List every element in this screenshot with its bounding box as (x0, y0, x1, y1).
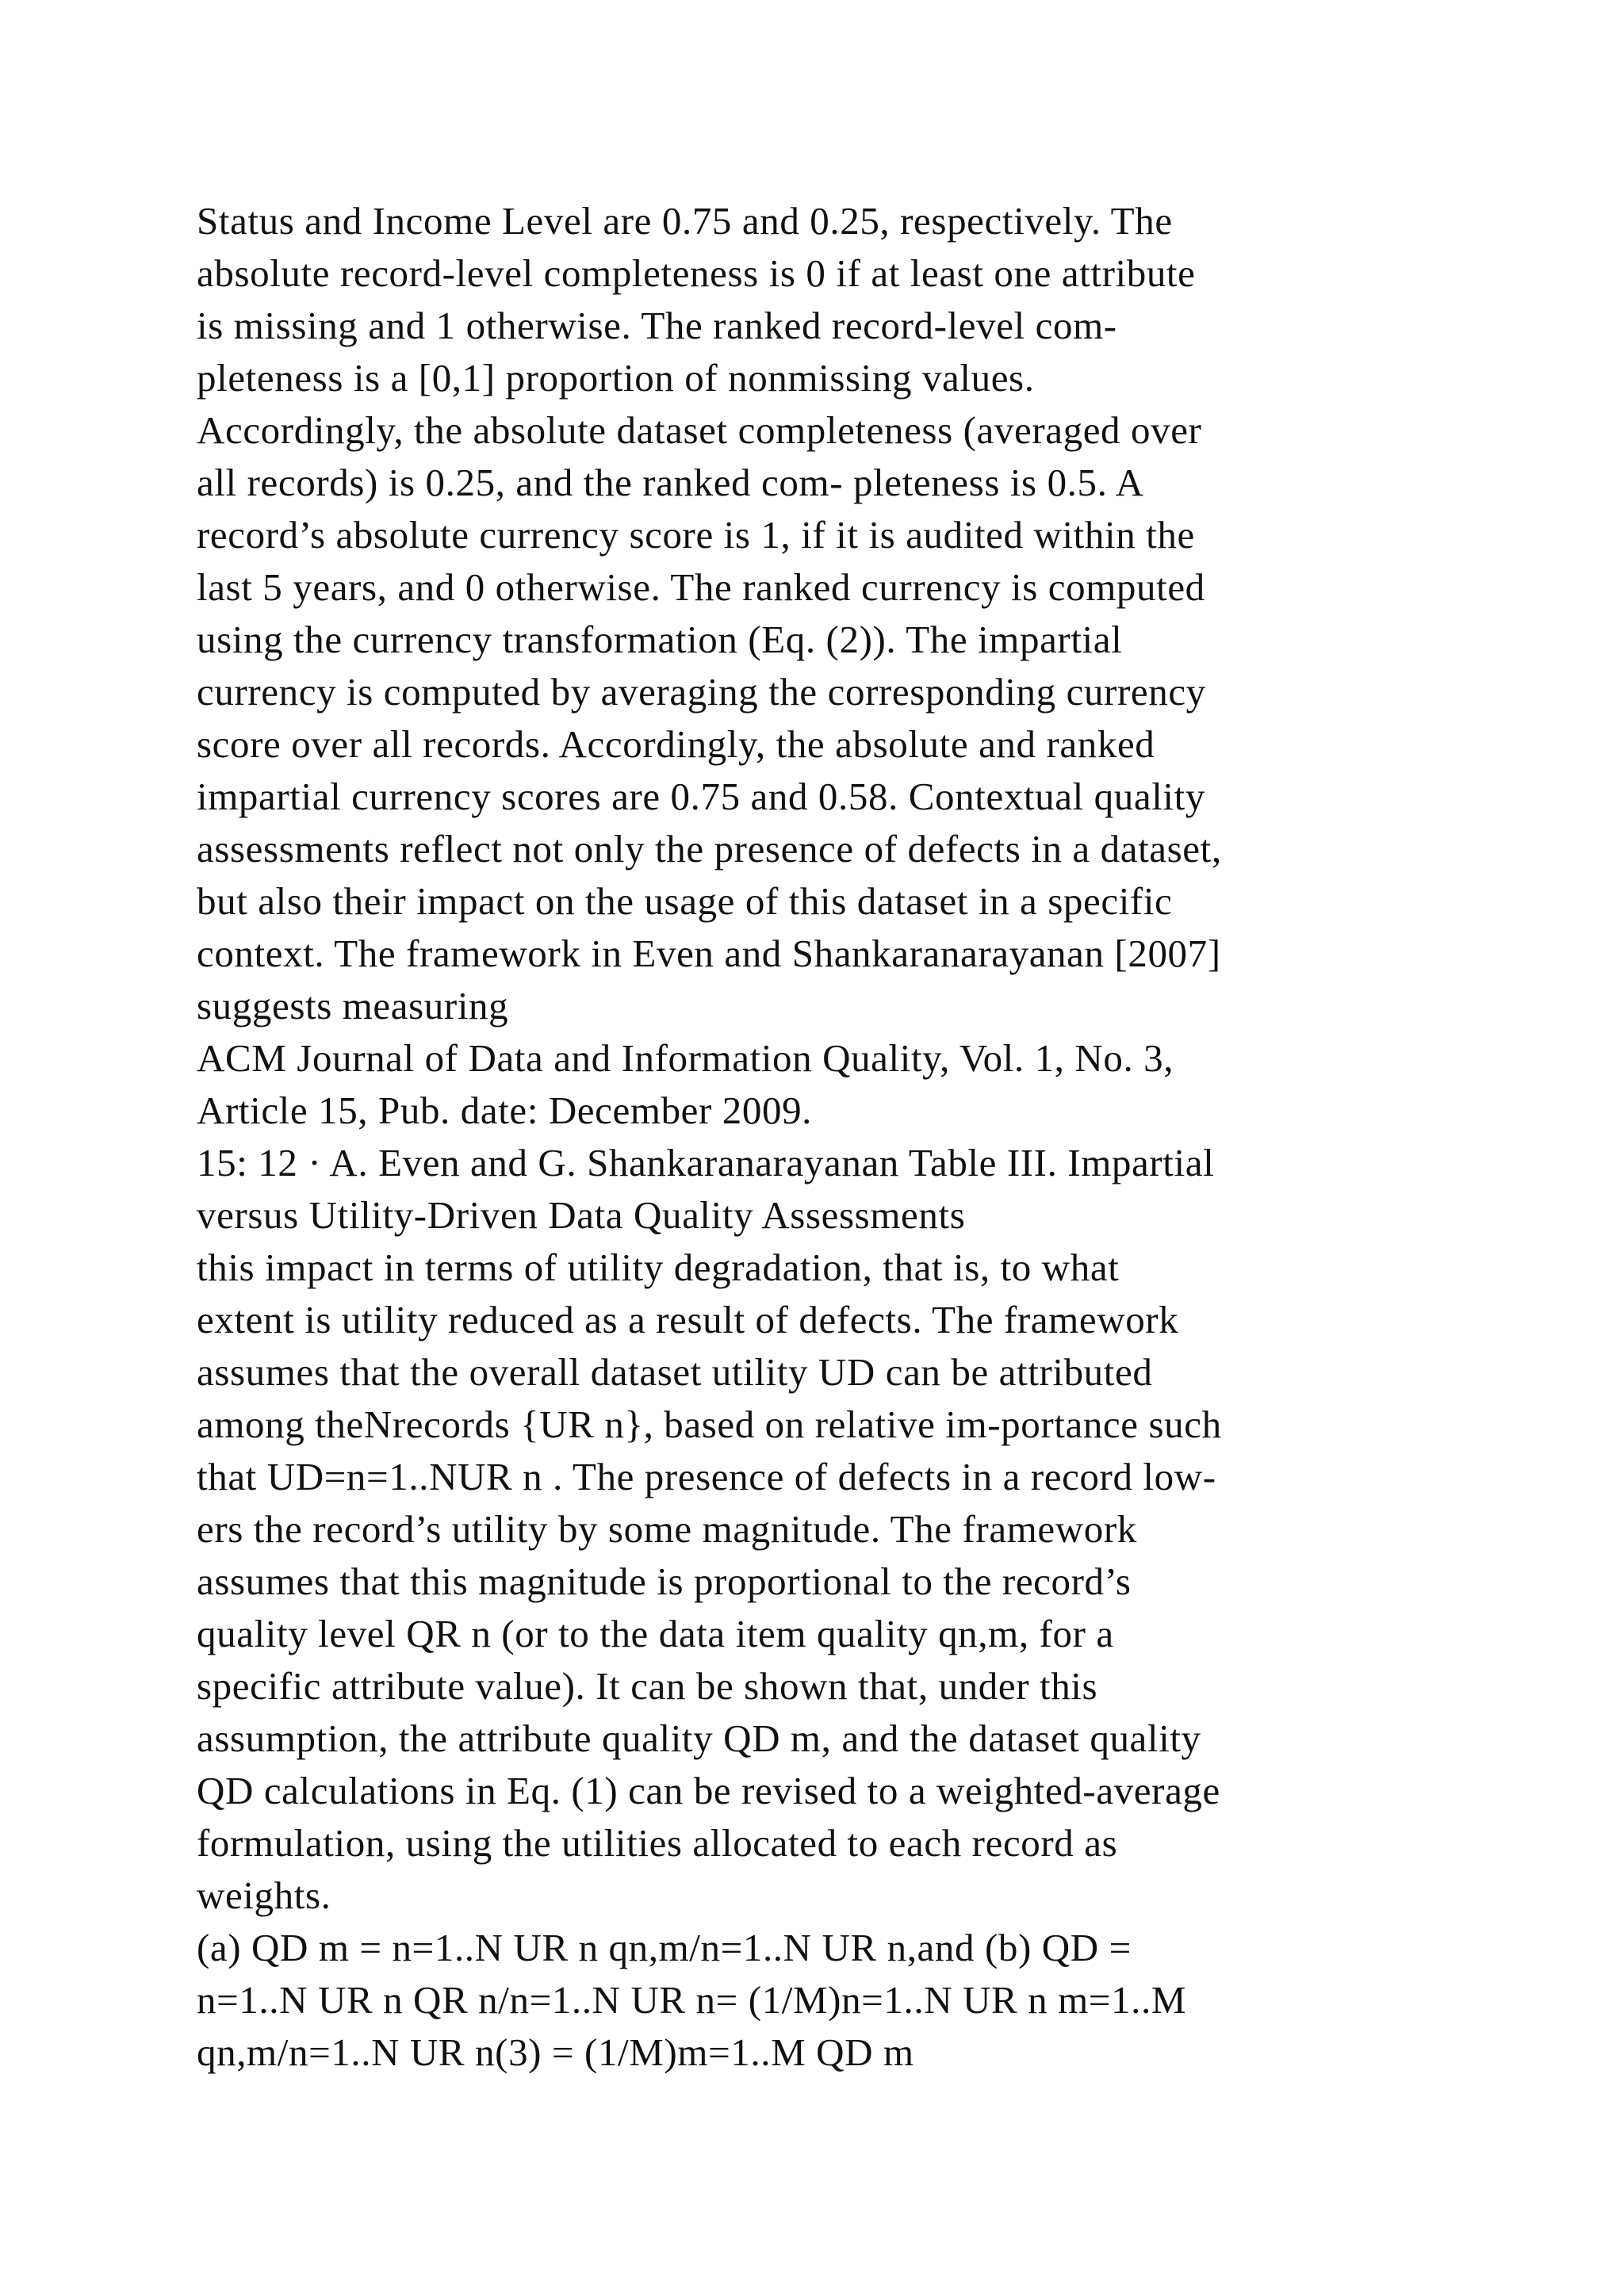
text-line: QD calculations in Eq. (1) can be revised to a weighted-average (197, 1769, 1220, 1812)
text-line: formulation, using the utilities allocated to each record as (197, 1821, 1118, 1865)
text-line: extent is utility reduced as a result of defects. The framework (197, 1298, 1179, 1341)
text-line: Accordingly, the absolute dataset completeness (averaged over (197, 408, 1202, 452)
text-line: assumes that this magnitude is proportional to the record’s (197, 1559, 1132, 1603)
formula-line: qn,m/n=1..N UR n(3) = (1/M)m=1..M QD m (197, 2030, 914, 2074)
text-line: context. The framework in Even and Shankaranarayanan [2007] (197, 932, 1221, 975)
text-line: specific attribute value). It can be shown that, under this (197, 1664, 1098, 1708)
text-line: but also their impact on the usage of this dataset in a specific (197, 879, 1173, 923)
text-line: this impact in terms of utility degradation, that is, to what (197, 1246, 1120, 1289)
text-line: assumption, the attribute quality QD m, and the dataset quality (197, 1716, 1201, 1760)
text-line: weights. (197, 1873, 331, 1917)
text-line: Status and Income Level are 0.75 and 0.25, respectively. The (197, 199, 1173, 243)
text-line: is missing and 1 otherwise. The ranked record-level com- (197, 304, 1117, 347)
table-caption-line: versus Utility-Driven Data Quality Assessments (197, 1193, 966, 1237)
text-line: absolute record-level completeness is 0 if at least one attribute (197, 251, 1196, 295)
text-line: assessments reflect not only the presence of defects in a dataset, (197, 827, 1222, 871)
journal-footer-line: Article 15, Pub. date: December 2009. (197, 1089, 813, 1132)
text-line: pleteness is a [0,1] proportion of nonmissing values. (197, 356, 1035, 400)
formula-line: (a) QD m = n=1..N UR n qn,m/n=1..N UR n,and (b) QD = (197, 1926, 1132, 1969)
text-line: using the currency transformation (Eq. (2)). The impartial (197, 618, 1123, 661)
body-text (197, 195, 1513, 2079)
journal-footer-line: ACM Journal of Data and Information Quality, Vol. 1, No. 3, (197, 1036, 1174, 1080)
text-line: ers the record’s utility by some magnitude. The framework (197, 1507, 1137, 1551)
text-line: impartial currency scores are 0.75 and 0.58. Contextual quality (197, 775, 1205, 818)
text-line: currency is computed by averaging the corresponding currency (197, 670, 1206, 714)
text-line: assumes that the overall dataset utility UD can be attributed (197, 1350, 1153, 1394)
text-line: last 5 years, and 0 otherwise. The ranked currency is computed (197, 565, 1205, 609)
text-line: all records) is 0.25, and the ranked com- pleteness is 0.5. A (197, 461, 1144, 504)
formula-line: n=1..N UR n QR n/n=1..N UR n= (1/M)n=1..N UR n m=1..M (197, 1978, 1187, 2022)
text-line: that UD=n=1..NUR n . The presence of defects in a record low- (197, 1455, 1216, 1498)
text-line: record’s absolute currency score is 1, if it is audited within the (197, 513, 1195, 557)
running-header-line: 15: 12 · A. Even and G. Shankaranarayanan Table III. Impartial (197, 1141, 1215, 1184)
text-line: score over all records. Accordingly, the absolute and ranked (197, 722, 1155, 766)
text-line: among theNrecords {UR n}, based on relative im-portance such (197, 1402, 1222, 1446)
text-line: quality level QR n (or to the data item quality qn,m, for a (197, 1612, 1114, 1655)
text-line: suggests measuring (197, 984, 509, 1027)
